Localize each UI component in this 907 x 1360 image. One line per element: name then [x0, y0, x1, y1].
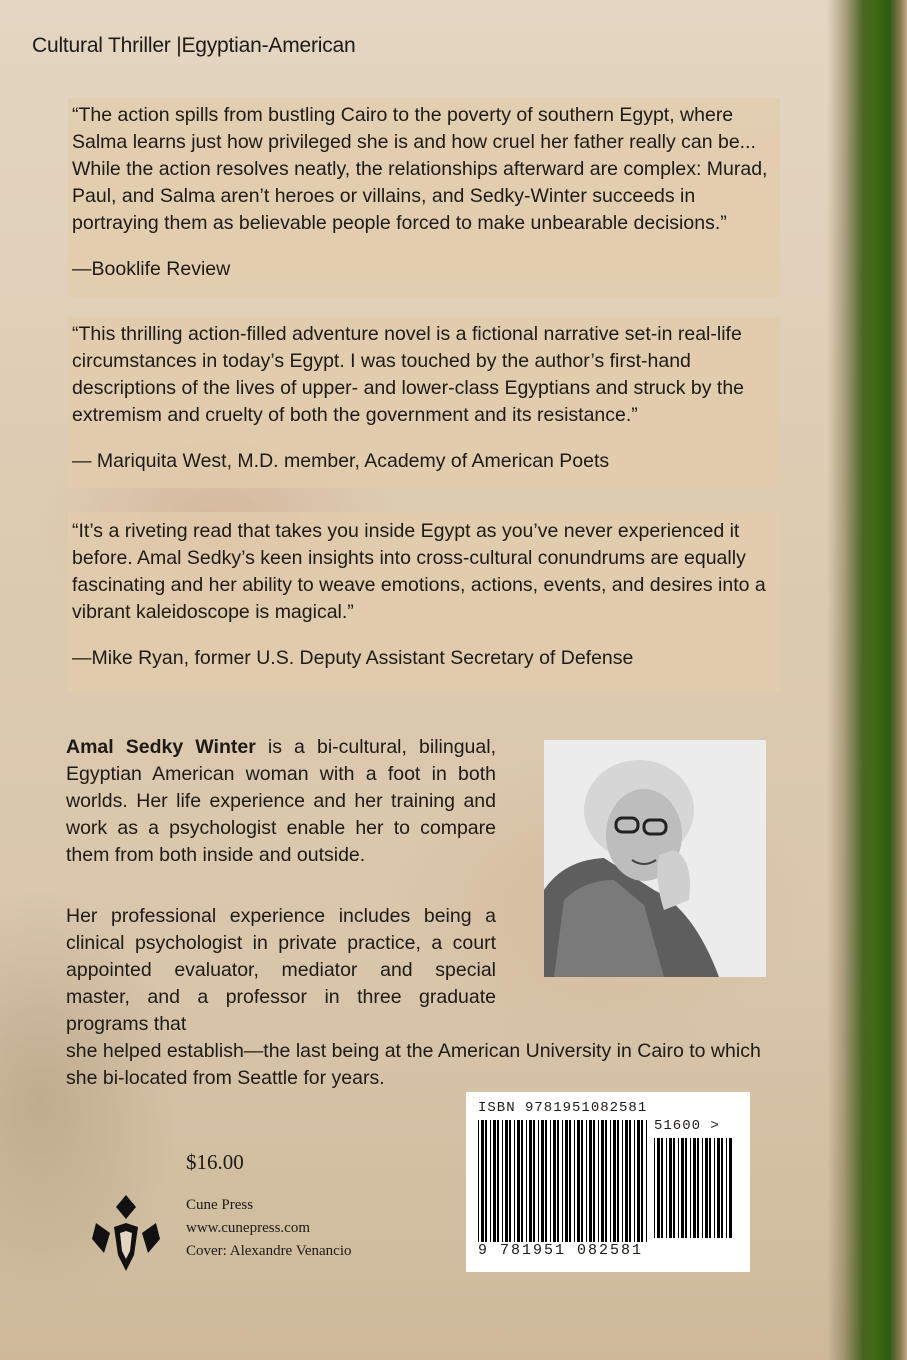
barcode-bar: [709, 1138, 711, 1238]
cover-edge-decoration: [827, 0, 907, 1360]
author-bio-text: Her professional experience includes being a clinical psychologist in private practice, a court appointed evaluator, mediator and special master, and a professor in three graduate programs that: [66, 905, 496, 1035]
barcode-bar: [714, 1138, 715, 1238]
barcode-bar: [685, 1138, 687, 1238]
author-bio-text: is a bi-cultural, bilingual, Egyptian American woman with a foot in both worlds. Her life experience and her training and work as a psychologist enable her to compare them from both inside and outside.: [66, 736, 496, 866]
publisher-info: [186, 1194, 352, 1263]
barcode-bar: [586, 1120, 587, 1242]
publisher-website: www.cunepress.com: [186, 1220, 310, 1236]
barcode-bar: [666, 1138, 667, 1238]
author-bio-paragraph: [66, 734, 496, 869]
barcode-bar: [521, 1120, 523, 1242]
barcode-bar: [553, 1120, 556, 1242]
barcode-bar: [681, 1138, 684, 1238]
barcode-bar: [657, 1138, 660, 1238]
barcode-bar: [569, 1120, 571, 1242]
barcode-bar: [598, 1120, 599, 1242]
barcode-bar: [574, 1120, 575, 1242]
barcode-bar: [637, 1120, 640, 1242]
review-attribution: — Mariquita West, M.D. member, Academy of American Poets: [72, 450, 610, 472]
review-quote-text: “The action spills from bustling Cairo to the poverty of southern Egypt, where Salma learns just how privileged she is and how cruel her father really can be... While the action resolves neatly, the relationships afterward are complex: Murad, Paul, and Salma aren’t heroes or villains, and Sedky-Winter succeeds in portraying them as believable people forced to make unbearable decisions.”: [72, 104, 768, 234]
review-attribution: —Booklife Review: [72, 258, 231, 280]
barcode-bar: [634, 1120, 635, 1242]
barcode-bar: [565, 1120, 568, 1242]
barcode-bar: [485, 1120, 487, 1242]
barcode-bar: [577, 1120, 580, 1242]
barcode-bar: [678, 1138, 679, 1238]
barcode-bar: [529, 1120, 532, 1242]
barcode-bar: [721, 1138, 723, 1238]
review-quote-box: [68, 98, 780, 298]
barcode-bar: [505, 1120, 508, 1242]
barcode-bar: [729, 1138, 732, 1238]
barcode-bar: [481, 1120, 484, 1242]
barcode-bar: [517, 1120, 520, 1242]
barcode-bar: [702, 1138, 703, 1238]
price-code-label: 51600 >: [654, 1118, 720, 1134]
genre-line: Cultural Thriller |Egyptian-American: [32, 34, 356, 57]
barcode-bar: [646, 1120, 647, 1242]
barcode-bar: [538, 1120, 539, 1242]
barcode-bar: [625, 1120, 628, 1242]
review-quote-text: “This thrilling action-filled adventure novel is a fictional narrative set-in real-life circumstances in today’s Egypt. I was touched by the author’s first-hand descriptions of the lives of upper- and lower-class Egyptians and struck by the extremism and cruelty of both the government and its resistance.”: [72, 323, 745, 426]
barcode-bar: [526, 1120, 527, 1242]
barcode-bar: [617, 1120, 619, 1242]
barcode-bar: [654, 1138, 655, 1238]
barcode-bar: [497, 1120, 499, 1242]
review-quote-text: “It’s a riveting read that takes you inside Egypt as you’ve never experienced it before. Amal Sedky’s keen insights into cross-cultural conundrums are equally fascinating and her ability to weave emotions, actions, events, and desires into a vibrant kaleidoscope is magical.”: [72, 520, 766, 623]
barcode-bar: [502, 1120, 503, 1242]
barcode-bar: [545, 1120, 547, 1242]
ean-digits: 9 781951 082581: [478, 1242, 644, 1259]
barcode-bar: [557, 1120, 559, 1242]
barcode-bar: [726, 1138, 727, 1238]
barcode-bar: [693, 1138, 696, 1238]
barcode-bar: [550, 1120, 551, 1242]
barcode-bar: [581, 1120, 583, 1242]
review-quote-box: [68, 317, 780, 488]
barcode-bar: [589, 1120, 592, 1242]
barcode-bar: [490, 1120, 491, 1242]
barcode-bar: [641, 1120, 643, 1242]
barcode-bar: [661, 1138, 663, 1238]
addon-barcode-bars: [654, 1138, 732, 1238]
author-photo-image: [544, 740, 766, 977]
barcode-bar: [622, 1120, 623, 1242]
barcode-bar: [673, 1138, 675, 1238]
publisher-name: Cune Press: [186, 1197, 254, 1213]
author-bio-text: she helped establish—the last being at the American University in Cairo to which she bi-located from Seattle for years.: [66, 1040, 761, 1089]
review-quote-box: [68, 512, 780, 693]
barcode-bar: [605, 1120, 607, 1242]
review-attribution: —Mike Ryan, former U.S. Deputy Assistant Secretary of Defense: [72, 647, 634, 669]
barcode-bar: [697, 1138, 699, 1238]
barcode-bar: [509, 1120, 511, 1242]
barcode-bar: [613, 1120, 616, 1242]
author-name: Amal Sedky Winter: [66, 736, 256, 758]
barcode-bar: [705, 1138, 708, 1238]
author-photo: [544, 740, 766, 977]
cune-press-logo-icon: [90, 1193, 162, 1273]
barcode-bar: [514, 1120, 515, 1242]
isbn-label: ISBN 9781951082581: [478, 1100, 648, 1116]
barcode-bar: [593, 1120, 595, 1242]
ean-barcode-bars: [478, 1120, 648, 1242]
barcode-bar: [629, 1120, 631, 1242]
isbn-barcode: [466, 1092, 750, 1272]
barcode-bar: [562, 1120, 563, 1242]
barcode-bar: [690, 1138, 691, 1238]
barcode-bar: [601, 1120, 604, 1242]
price-label: $16.00: [186, 1150, 244, 1174]
barcode-bar: [610, 1120, 611, 1242]
barcode-bar: [533, 1120, 535, 1242]
barcode-bar: [669, 1138, 672, 1238]
cover-credit: Cover: Alexandre Venancio: [186, 1243, 352, 1259]
barcode-bar: [717, 1138, 720, 1238]
barcode-bar: [478, 1120, 479, 1242]
barcode-bar: [541, 1120, 544, 1242]
barcode-bar: [493, 1120, 496, 1242]
